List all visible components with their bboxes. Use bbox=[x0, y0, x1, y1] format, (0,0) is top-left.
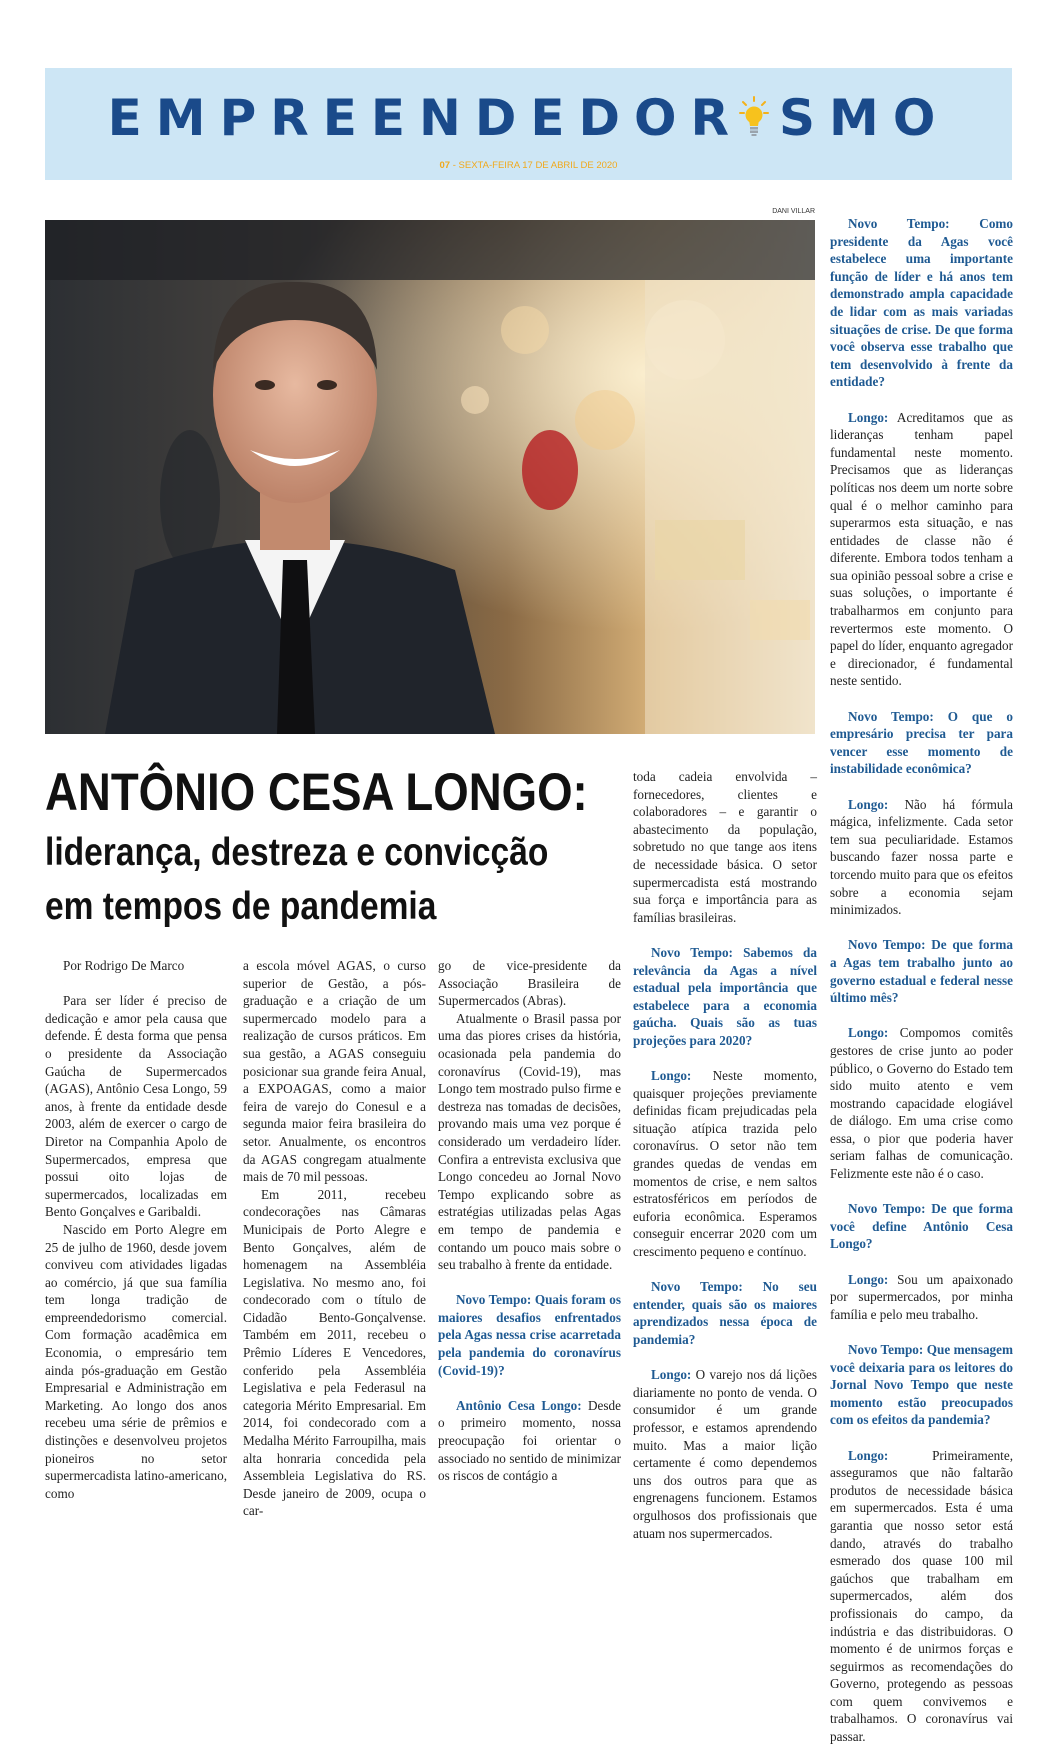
answer: Antônio Cesa Longo: Desde o primeiro momento, nossa preocupação foi orientar o associado no sentido de minimizar os riscos de contágio a bbox=[438, 1397, 621, 1484]
paragraph: Nascido em Porto Alegre em 25 de julho de 1960, desde jovem conviveu com atividades ligadas ao comércio, já que sua família tem longa tradição de empreendedorismo comercial. Com formação acadêmica em Economia, o empresário tem ainda pós-graduação em Gestão Empresarial e Administração em Marketing. Ao longo dos anos recebeu uma série de prêmios e distinções e desenvolveu projetos pioneiros no setor supermercadista latino-americano, como bbox=[45, 1221, 227, 1501]
masthead-title: EMPREENDEDOR SMO bbox=[107, 89, 950, 147]
question: Novo Tempo: Sabemos da relevância da Agas a nível estadual pela importância que estabelece para a economia gaúcha. Quais são as tuas projeções para 2020? bbox=[633, 944, 817, 1048]
question: Novo Tempo: De que forma a Agas tem trabalho junto ao governo estadual e federal nesse último mês? bbox=[830, 937, 1013, 1006]
question: Novo Tempo: Quais foram os maiores desafios enfrentados pela Agas nessa crise acarretada pela pandemia do coronavírus (Covid-19)? bbox=[438, 1292, 621, 1378]
question: Novo Tempo: Como presidente da Agas você estabelece uma importante função de líder e há anos tem demonstrado ampla capacidade de lidar com as mais variadas situações de crise. De que forma você observa esse trabalho que tem desenvolvido à frente da entidade? bbox=[830, 216, 1013, 390]
answer: Longo: Sou um apaixonado por supermercados, por minha família e pelo meu trabalho. bbox=[830, 1271, 1013, 1322]
subheadline: liderança, destreza e convicção em tempos de pandemia bbox=[45, 831, 549, 928]
column-4 bbox=[633, 768, 817, 1542]
column-5 bbox=[830, 215, 1013, 1746]
column-2 bbox=[243, 957, 426, 1520]
answer: Longo: Acreditamos que as lideranças tenham papel fundamental neste momento. Precisamos que as lideranças políticas nos deem um norte sobre qual é o melhor caminho para superarmos esta situação, e nas entidades de classe não é diferente. Embora todos tenham a sua opinião pessoal sobre a crise e suas soluções, o importante é trabalharmos em conjunto para revertermos este momento. O papel do líder, enquanto agregador e direcionador, é fundamental neste sentido. bbox=[830, 409, 1013, 689]
question: Novo Tempo: O que o empresário precisa ter para vencer esse momento de instabilidade econômica? bbox=[830, 708, 1013, 777]
answer: Longo: Primeiramente, asseguramos que não faltarão produtos de necessidade básica em supermercados. Esta é uma garantia que nosso setor está dando, através do trabalho esmerado dos quase 100 mil gaúchos que trabalham em supermercados, além dos profissionais do campo, da indústria e das distribuidoras. O momento é de unirmos forças e seguirmos as recomendações do Governo, protegendo as pessoas com quem convivemos e trabalhamos. O coronavírus vai passar. bbox=[830, 1447, 1013, 1745]
answer: Longo: Compomos comitês gestores de crise junto ao poder público, o Governo do Estado tem sido muito atento e vem mostrando capacidade elogiável de diálogo. Em uma crise como essa, o pior que poderia haver seriam falhas de comunicação. Felizmente este não é o caso. bbox=[830, 1025, 1013, 1182]
paragraph: go de vice-presidente da Associação Brasileira de Supermercados (Abras). bbox=[438, 958, 621, 1009]
column-1 bbox=[45, 957, 227, 1502]
header-banner bbox=[45, 68, 1012, 180]
question: Novo Tempo: No seu entender, quais são os maiores aprendizados nessa época de pandemia? bbox=[633, 1279, 817, 1347]
dateline: 07 - SEXTA-FEIRA 17 DE ABRIL DE 2020 bbox=[439, 160, 618, 171]
paragraph: toda cadeia envolvida – fornecedores, clientes e colaboradores – e garantir o abastecimento da população, sobretudo no que tange aos itens de necessidade básica. O setor supermercadista está mostrando sua força e importância para as famílias brasileiras. bbox=[633, 769, 817, 925]
paragraph: Atualmente o Brasil passa por uma das piores crises da história, ocasionada pela pandemia do coronavírus (Covid-19), mas Longo tem mostrado pulso firme e destreza nas tomadas de decisões, provando mais uma vez porque é considerado um verdadeiro líder. Confira a entrevista exclusiva que Longo concedeu ao Jornal Novo Tempo explicando sobre as estratégias utilizadas pelas Agas em tempo de pandemia e contando um pouco mais sobre o seu trabalho à frente da entidade. bbox=[438, 1010, 621, 1273]
paragraph: a escola móvel AGAS, o curso superior de Gestão, a pós-graduação e a criação de um supermercado modelo para a realização de cursos práticos. Em sua gestão, a AGAS conseguiu posicionar sua grande feira Anual, a EXPOAGAS, como a maior feira de varejo do Conesul e a segunda maior feira brasileira do setor. Anualmente, os encontros da AGAS congregam atualmente mais de 70 mil pessoas. bbox=[243, 958, 426, 1185]
question: Novo Tempo: Que mensagem você deixaria para os leitores do Jornal Novo Tempo que neste momento estão preocupados com os efeitos da pandemia? bbox=[830, 1342, 1013, 1428]
byline: Por Rodrigo De Marco bbox=[63, 958, 185, 973]
answer: Longo: Não há fórmula mágica, infelizmente. Cada setor tem sua peculiaridade. Estamos buscando fazer nossa parte e torcendo muito para que os efeitos sobre a economia sejam minimizados. bbox=[830, 796, 1013, 918]
photo-credit: DANI VILLAR bbox=[772, 208, 815, 215]
headline: ANTÔNIO CESA LONGO: bbox=[45, 763, 588, 822]
paragraph: Em 2011, recebeu condecorações nas Câmaras Municipais de Porto Alegre e Bento Gonçalves, além de homenagem na Assembléia Legislativa. No mesmo ano, foi condecorado com o título de Cidadão Bento-Gonçalvense. Também em 2011, recebeu o Prêmio Líderes E Vencedores, conferido pela Assembléia Legislativa e pela Federasul na categoria Mérito Empresarial. Em 2014, foi condecorado com a Medalha Mérito Farroupilha, mais alta honraria concedida pela Assembleia Legislativa do RS. Desde janeiro de 2009, ocupa o car- bbox=[243, 1186, 426, 1519]
answer: Longo: Neste momento, quaisquer projeções previamente definidas ficam prejudicadas pela situação atípica trazida pelo coronavírus. O setor não tem grandes quedas de vendas em momentos de crise, e nem saltos estratosféricos em períodos de euforia econômica. Esperamos conseguir encerrar 2020 com um crescimento pequeno e contínuo. bbox=[633, 1068, 817, 1260]
question: Novo Tempo: De que forma você define Antônio Cesa Longo? bbox=[830, 1201, 1013, 1252]
lightbulb-icon bbox=[739, 92, 769, 136]
column-3 bbox=[438, 957, 621, 1485]
paragraph: Para ser líder é preciso de dedicação e amor pela causa que defende. É desta forma que pensa o presidente da Associação Gaúcha de Supermercados (AGAS), Antônio Cesa Longo, 59 anos, à frente da entidade desde 2003, além de exercer o cargo de Diretor na Companhia Apolo de Supermercados, empresa que possui oito lojas de supermercados, localizadas em Bento Gonçalves e Garibaldi. bbox=[45, 993, 227, 1220]
answer: Longo: O varejo nos dá lições diariamente no ponto de venda. O consumidor é um grande professor, e estamos aprendendo muito. Mas a maior lição certamente é como dependemos uns dos outros para que as engrenagens funcionem. Estamos orgulhosos dos profissionais que atuam nos supermercados. bbox=[633, 1367, 817, 1541]
portrait-photo bbox=[45, 220, 815, 734]
